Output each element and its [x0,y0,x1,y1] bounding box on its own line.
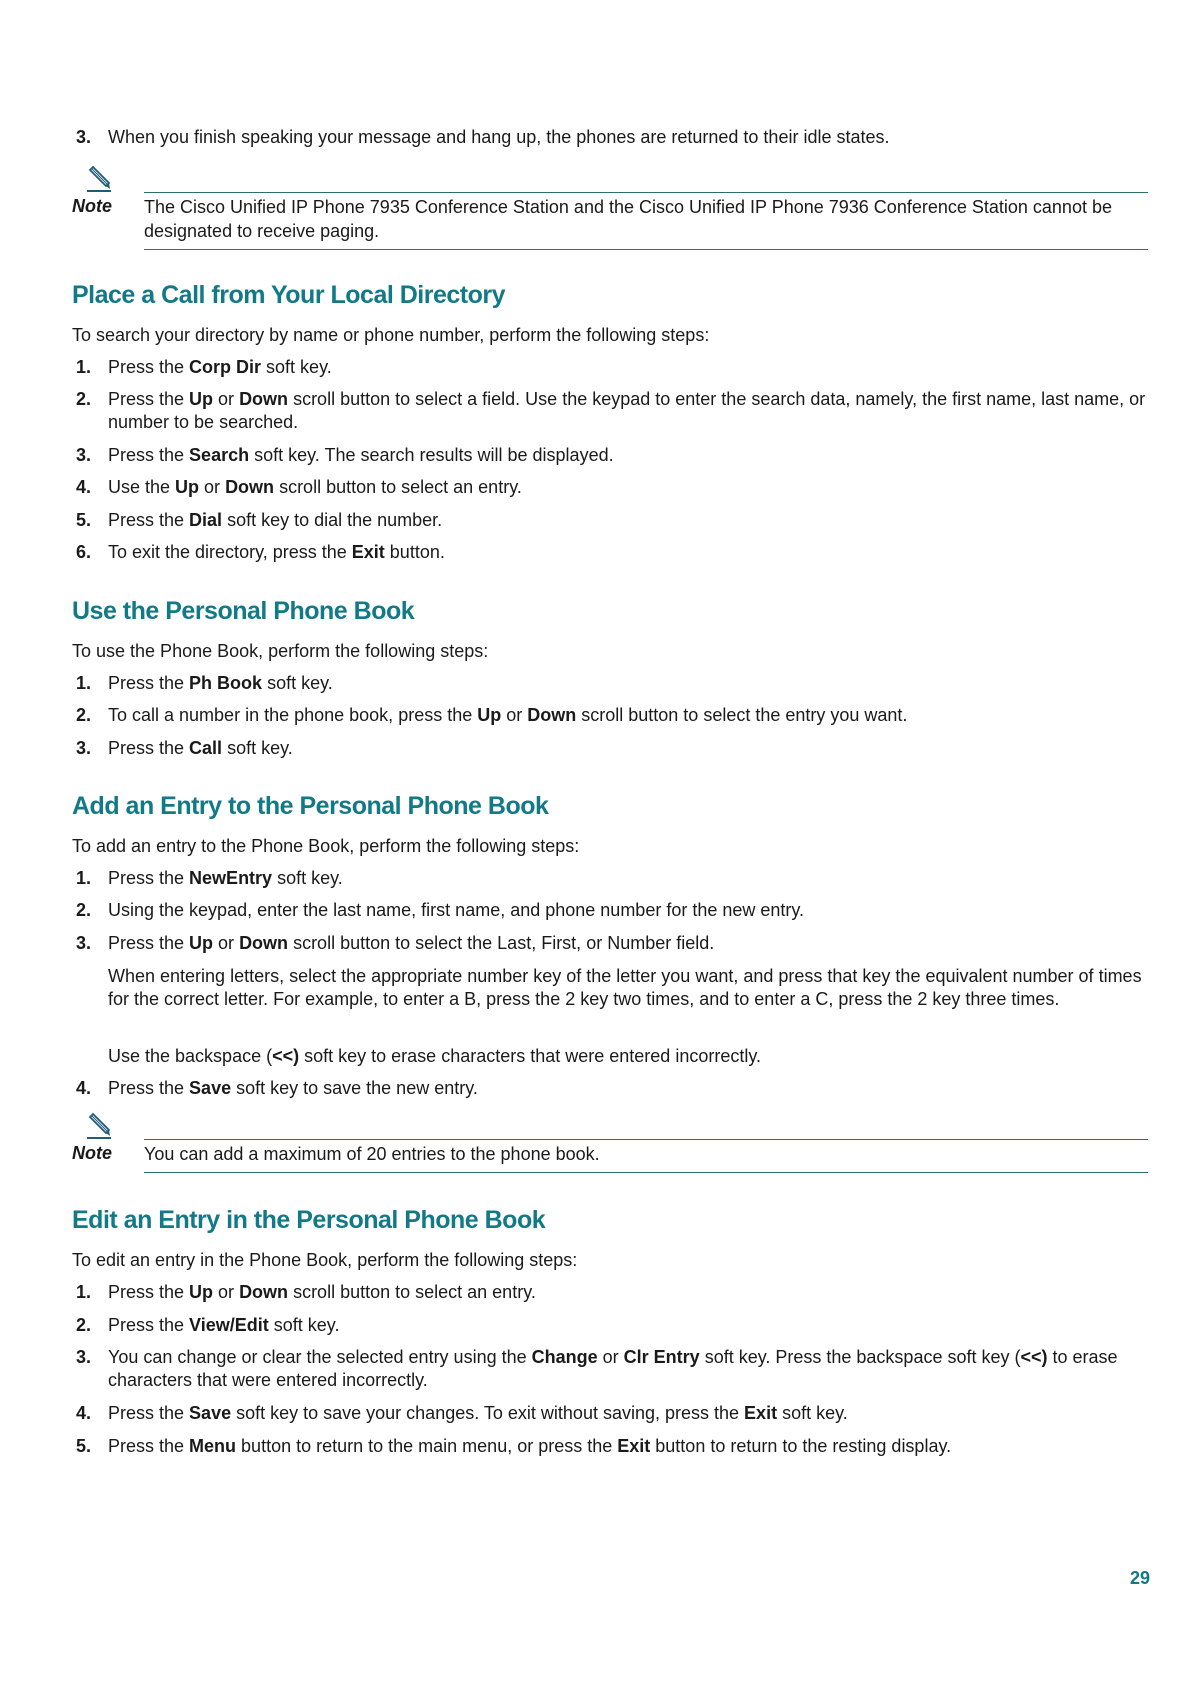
step-number: 4. [76,1403,92,1423]
pencil-note-icon [86,166,112,192]
section-heading: Edit an Entry in the Personal Phone Book [72,1206,546,1234]
step-text: Press the Ph Book soft key. [108,673,333,693]
note-label: Note [72,1143,112,1163]
step-text: Press the Up or Down scroll button to select a field. Use the keypad to enter the search data, namely, the first name, last name, or number to be searched. [108,389,1146,432]
step-number: 4. [76,1078,92,1098]
step-number: 1. [76,357,92,377]
pencil-note-icon [86,1113,112,1139]
section-intro: To use the Phone Book, perform the following steps: [72,641,489,661]
step-number: 2. [76,705,92,725]
step-text: Press the Up or Down scroll button to select an entry. [108,1282,536,1302]
section-heading: Use the Personal Phone Book [72,597,415,625]
step-number: 1. [76,868,92,888]
step-text: Press the View/Edit soft key. [108,1315,340,1335]
step-text: Press the Menu button to return to the main menu, or press the Exit button to return to the resting display. [108,1436,952,1456]
step-text: Press the Save soft key to save the new entry. [108,1078,478,1098]
step-text: Press the Save soft key to save your changes. To exit without saving, press the Exit soft key. [108,1403,848,1423]
section-heading: Add an Entry to the Personal Phone Book [72,792,549,820]
step-text: To exit the directory, press the Exit button. [108,542,445,562]
step-number: 3. [76,445,92,465]
note-text: You can add a maximum of 20 entries to the phone book. [144,1144,600,1164]
section-intro: To search your directory by name or phone number, perform the following steps: [72,325,710,345]
step-number: 4. [76,477,92,497]
note-top-rule [144,192,1148,193]
step-number: 2. [76,1315,92,1335]
step-text: To call a number in the phone book, press the Up or Down scroll button to select the entry you want. [108,705,908,725]
step-text: Using the keypad, enter the last name, first name, and phone number for the new entry. [108,900,805,920]
section-heading: Place a Call from Your Local Directory [72,281,506,309]
step-text: Press the Search soft key. The search results will be displayed. [108,445,614,465]
note-bottom-rule [144,1172,1148,1173]
note-label: Note [72,196,112,216]
step-number: 5. [76,510,92,530]
step-number: 1. [76,1282,92,1302]
step-paragraph: When entering letters, select the appropriate number key of the letter you want, and press that key the equivalent number of times for the correct letter. For example, to enter a B, press the 2 key two times, and to enter a C, press the 2 key three times. [108,966,1142,1009]
step-text: Press the Call soft key. [108,738,293,758]
step-number: 6. [76,542,92,562]
step-number: 3. [76,738,92,758]
step-number: 3. [76,127,92,147]
step-text: Use the Up or Down scroll button to select an entry. [108,477,522,497]
section-intro: To edit an entry in the Phone Book, perform the following steps: [72,1250,578,1270]
step-text: Press the Corp Dir soft key. [108,357,332,377]
step-number: 1. [76,673,92,693]
step-paragraph: Use the backspace (<<) soft key to erase characters that were entered incorrectly. [108,1046,761,1066]
step-text: You can change or clear the selected entry using the Change or Clr Entry soft key. Press the backspace soft key (<<) to erase characters that were entered incorrectly. [108,1347,1118,1390]
step-text: Press the Dial soft key to dial the number. [108,510,443,530]
page-number: 29 [1130,1568,1151,1588]
step-number: 2. [76,900,92,920]
step-text: Press the Up or Down scroll button to select the Last, First, or Number field. [108,933,715,953]
step-text: Press the NewEntry soft key. [108,868,343,888]
step-number: 2. [76,389,92,409]
section-intro: To add an entry to the Phone Book, perform the following steps: [72,836,580,856]
step-number: 3. [76,933,92,953]
step-number: 5. [76,1436,92,1456]
step-number: 3. [76,1347,92,1367]
note-bottom-rule [144,249,1148,250]
note-text: The Cisco Unified IP Phone 7935 Conference Station and the Cisco Unified IP Phone 7936 Conference Station cannot be designated to receive paging. [144,197,1112,241]
step-text: When you finish speaking your message and hang up, the phones are returned to their idle states. [108,127,890,147]
note-top-rule [144,1139,1148,1140]
